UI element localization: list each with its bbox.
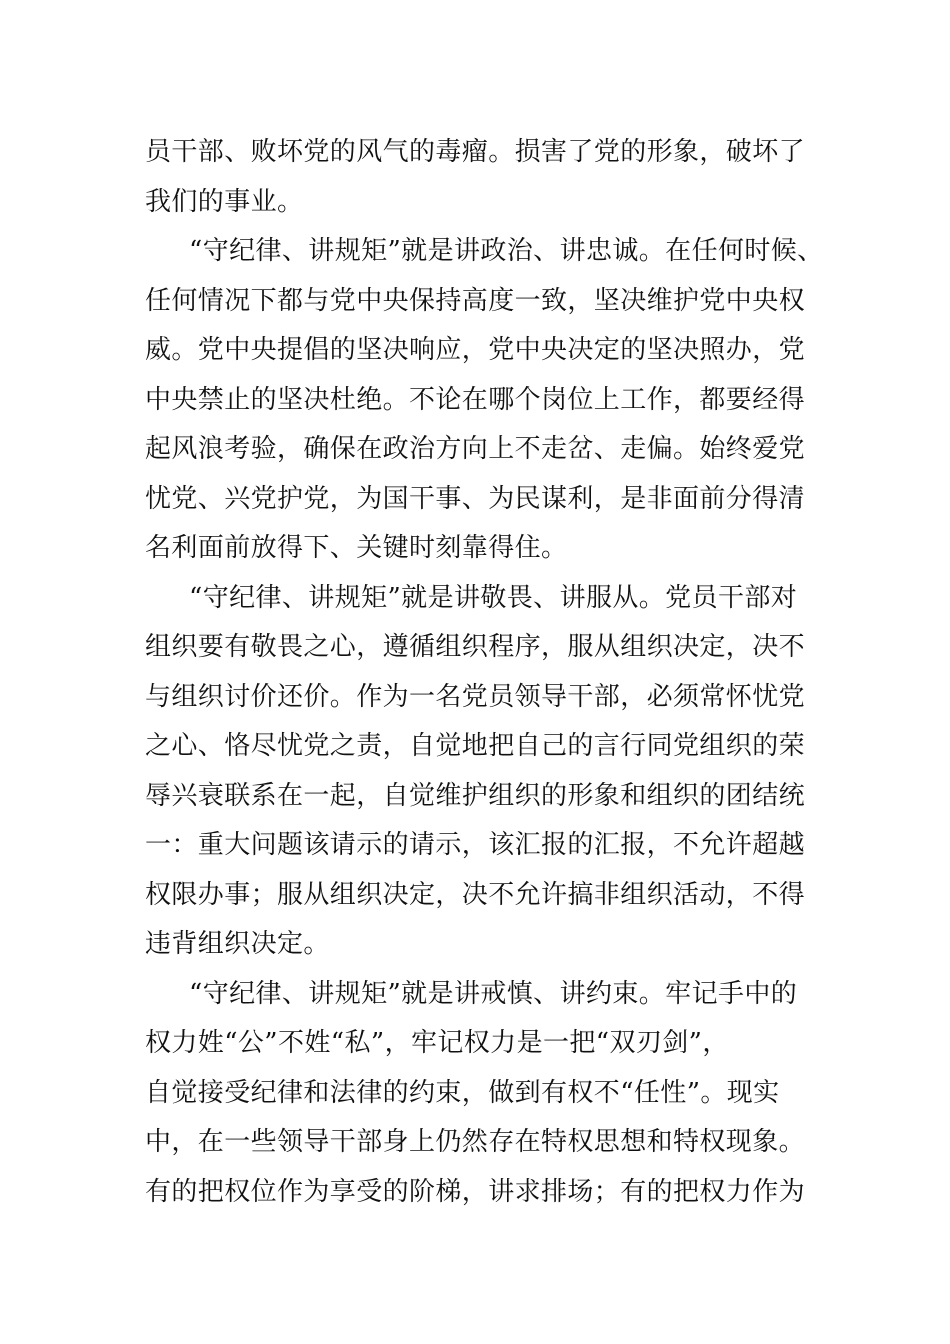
paragraph-caution-restraint <box>145 970 810 1218</box>
paragraph-politics-loyalty <box>145 227 824 574</box>
text-line: 自觉接受纪律和法律的约束，做到有权不“任性”。现实 <box>145 1077 780 1108</box>
text-line-first: “守纪律、讲规矩”就是讲戒慎、讲约束。牢记手中的 <box>189 978 798 1009</box>
text-line: 与组织讨价还价。作为一名党员领导干部，必须常怀忧党 <box>145 681 806 712</box>
text-line: 中央禁止的坚决杜绝。不论在哪个岗位上工作，都要经得 <box>145 384 806 415</box>
paragraph-continuation <box>145 128 810 227</box>
paragraph-reverence-obedience <box>145 574 810 970</box>
text-line: 忧党、兴党护党，为国干事、为民谋利，是非面前分得清 <box>145 483 806 514</box>
text-line: 权限办事；服从组织决定，决不允许搞非组织活动，不得 <box>145 879 806 910</box>
text-line: 有的把权位作为享受的阶梯，讲求排场；有的把权力作为 <box>145 1176 806 1207</box>
text-line: 组织要有敬畏之心，遵循组织程序，服从组织决定，决不 <box>145 632 806 662</box>
text-line: 之心、恪尽忧党之责，自觉地把自己的言行同党组织的荣 <box>145 731 806 761</box>
text-line: 名利面前放得下、关键时刻靠得住。 <box>145 533 568 563</box>
text-line: 员干部、败坏党的风气的毒瘤。损害了党的形象，破坏了 <box>145 137 806 167</box>
text-line: 威。党中央提倡的坚决响应，党中央决定的坚决照办，党 <box>145 335 806 365</box>
text-line: 违背组织决定。 <box>145 929 330 959</box>
text-line-first: “守纪律、讲规矩”就是讲政治、讲忠诚。在任何时候、 <box>189 236 824 266</box>
text-line: 一：重大问题该请示的请示，该汇报的汇报，不允许超越 <box>145 830 806 860</box>
text-line: 中，在一些领导干部身上仍然存在特权思想和特权现象。 <box>145 1127 806 1157</box>
text-line: 起风浪考验，确保在政治方向上不走岔、走偏。始终爱党 <box>145 434 806 464</box>
text-line: 我们的事业。 <box>145 186 304 217</box>
text-line: 权力姓“公”不姓“私”，牢记权力是一把“双刃剑”， <box>145 1028 729 1058</box>
text-line: 辱兴衰联系在一起，自觉维护组织的形象和组织的团结统 <box>145 780 806 811</box>
document-body <box>145 128 824 1217</box>
text-line-first: “守纪律、讲规矩”就是讲敬畏、讲服从。党员干部对 <box>189 582 798 613</box>
text-line: 任何情况下都与党中央保持高度一致，坚决维护党中央权 <box>145 285 806 316</box>
